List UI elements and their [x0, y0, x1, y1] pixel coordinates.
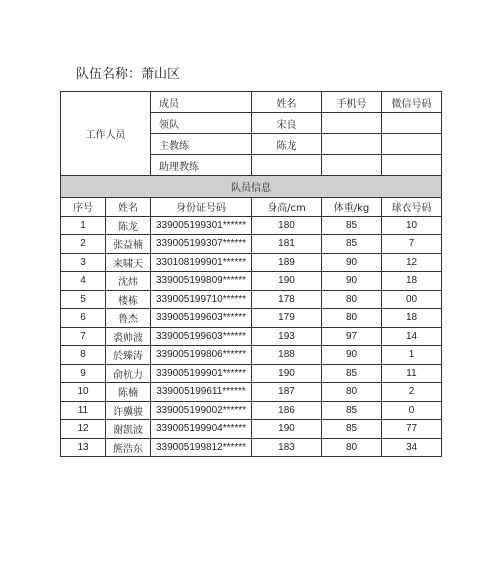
player-row: [61, 253, 442, 272]
team-name-label: 队伍名称：: [76, 67, 142, 82]
player-weight: 85: [322, 216, 382, 235]
player-row: [61, 438, 442, 457]
player-jersey: 11: [382, 364, 442, 383]
player-id: 339005199812******: [151, 438, 252, 457]
staff-role: 助理教练: [151, 155, 252, 176]
player-row: [61, 235, 442, 254]
player-no: 5: [61, 290, 106, 309]
player-weight: 85: [322, 235, 382, 254]
player-weight: 85: [322, 401, 382, 420]
player-weight: 80: [322, 309, 382, 328]
player-height: 187: [252, 383, 322, 402]
player-jersey: 2: [382, 383, 442, 402]
player-jersey: 12: [382, 253, 442, 272]
player-id: 330108199901******: [151, 253, 252, 272]
player-jersey: 0: [382, 401, 442, 420]
player-name: 熊浩东: [106, 438, 151, 457]
player-no: 12: [61, 420, 106, 439]
staff-wechat: [382, 134, 442, 155]
player-name: 楼栋: [106, 290, 151, 309]
player-name: 谢凯波: [106, 420, 151, 439]
player-id: 339005199809******: [151, 272, 252, 291]
staff-header-row: [61, 92, 442, 113]
player-height: 181: [252, 235, 322, 254]
player-no: 6: [61, 309, 106, 328]
player-header-no: 序号: [61, 198, 106, 217]
player-name: 裘帅波: [106, 327, 151, 346]
player-no: 4: [61, 272, 106, 291]
player-row: [61, 216, 442, 235]
player-row: [61, 346, 442, 365]
player-row: [61, 383, 442, 402]
player-name: 鲁杰: [106, 309, 151, 328]
player-header-name: 姓名: [106, 198, 151, 217]
staff-role: 主教练: [151, 134, 252, 155]
player-row: [61, 364, 442, 383]
player-id: 339005199603******: [151, 309, 252, 328]
player-jersey: 10: [382, 216, 442, 235]
staff-name: [252, 155, 322, 176]
player-header-row: [61, 198, 442, 217]
player-name: 於臻涛: [106, 346, 151, 365]
player-no: 11: [61, 401, 106, 420]
player-header-jersey: 球衣号码: [382, 198, 442, 217]
player-name: 陈龙: [106, 216, 151, 235]
player-id: 339005199301******: [151, 216, 252, 235]
staff-name: 陈龙: [252, 134, 322, 155]
roster-table: [60, 91, 442, 457]
staff-phone: [322, 155, 382, 176]
team-title: [76, 63, 180, 82]
staff-header-role: 成员: [151, 92, 252, 113]
player-id: 339005199307******: [151, 235, 252, 254]
staff-wechat: [382, 113, 442, 134]
staff-phone: [322, 113, 382, 134]
player-height: 190: [252, 272, 322, 291]
player-no: 1: [61, 216, 106, 235]
player-name: 许骥骏: [106, 401, 151, 420]
player-weight: 90: [322, 272, 382, 291]
player-height: 179: [252, 309, 322, 328]
player-no: 13: [61, 438, 106, 457]
section-row: [61, 176, 442, 198]
player-row: [61, 290, 442, 309]
player-row: [61, 309, 442, 328]
player-no: 9: [61, 364, 106, 383]
player-height: 188: [252, 346, 322, 365]
player-jersey: 77: [382, 420, 442, 439]
player-id: 339005199904******: [151, 420, 252, 439]
player-height: 190: [252, 364, 322, 383]
player-weight: 90: [322, 346, 382, 365]
player-weight: 85: [322, 420, 382, 439]
player-header-weight: 体重/kg: [322, 198, 382, 217]
staff-name: 宋良: [252, 113, 322, 134]
staff-header-phone: 手机号: [322, 92, 382, 113]
player-height: 190: [252, 420, 322, 439]
player-row: [61, 272, 442, 291]
section-title: 队员信息: [61, 176, 442, 198]
staff-header-name: 姓名: [252, 92, 322, 113]
player-jersey: 00: [382, 290, 442, 309]
player-name: 来啸天: [106, 253, 151, 272]
player-id: 339005199603******: [151, 327, 252, 346]
player-id: 339005199901******: [151, 364, 252, 383]
player-header-height: 身高/cm: [252, 198, 322, 217]
staff-header-wechat: 微信号码: [382, 92, 442, 113]
player-row: [61, 401, 442, 420]
player-height: 180: [252, 216, 322, 235]
player-jersey: 7: [382, 235, 442, 254]
player-id: 339005199806******: [151, 346, 252, 365]
player-weight: 80: [322, 290, 382, 309]
player-name: 沈炜: [106, 272, 151, 291]
player-id: 339005199611******: [151, 383, 252, 402]
player-jersey: 18: [382, 309, 442, 328]
player-id: 339005199002******: [151, 401, 252, 420]
player-height: 193: [252, 327, 322, 346]
player-weight: 97: [322, 327, 382, 346]
player-name: 张益楠: [106, 235, 151, 254]
player-height: 178: [252, 290, 322, 309]
player-row: [61, 420, 442, 439]
player-weight: 90: [322, 253, 382, 272]
player-weight: 80: [322, 383, 382, 402]
player-row: [61, 327, 442, 346]
player-weight: 80: [322, 438, 382, 457]
staff-role: 领队: [151, 113, 252, 134]
player-name: 俞杭力: [106, 364, 151, 383]
team-name-value: 萧山区: [141, 67, 181, 82]
player-jersey: 1: [382, 346, 442, 365]
staff-wechat: [382, 155, 442, 176]
player-jersey: 14: [382, 327, 442, 346]
player-height: 189: [252, 253, 322, 272]
player-name: 陈楠: [106, 383, 151, 402]
staff-group-label: 工作人员: [61, 92, 151, 176]
player-id: 339005199710******: [151, 290, 252, 309]
player-no: 8: [61, 346, 106, 365]
player-no: 7: [61, 327, 106, 346]
staff-section: [61, 92, 442, 176]
player-header-id: 身份证号码: [151, 198, 252, 217]
player-no: 10: [61, 383, 106, 402]
player-height: 186: [252, 401, 322, 420]
player-section: [61, 176, 442, 457]
player-height: 183: [252, 438, 322, 457]
player-weight: 85: [322, 364, 382, 383]
player-jersey: 18: [382, 272, 442, 291]
player-jersey: 34: [382, 438, 442, 457]
staff-phone: [322, 134, 382, 155]
player-no: 2: [61, 235, 106, 254]
player-no: 3: [61, 253, 106, 272]
